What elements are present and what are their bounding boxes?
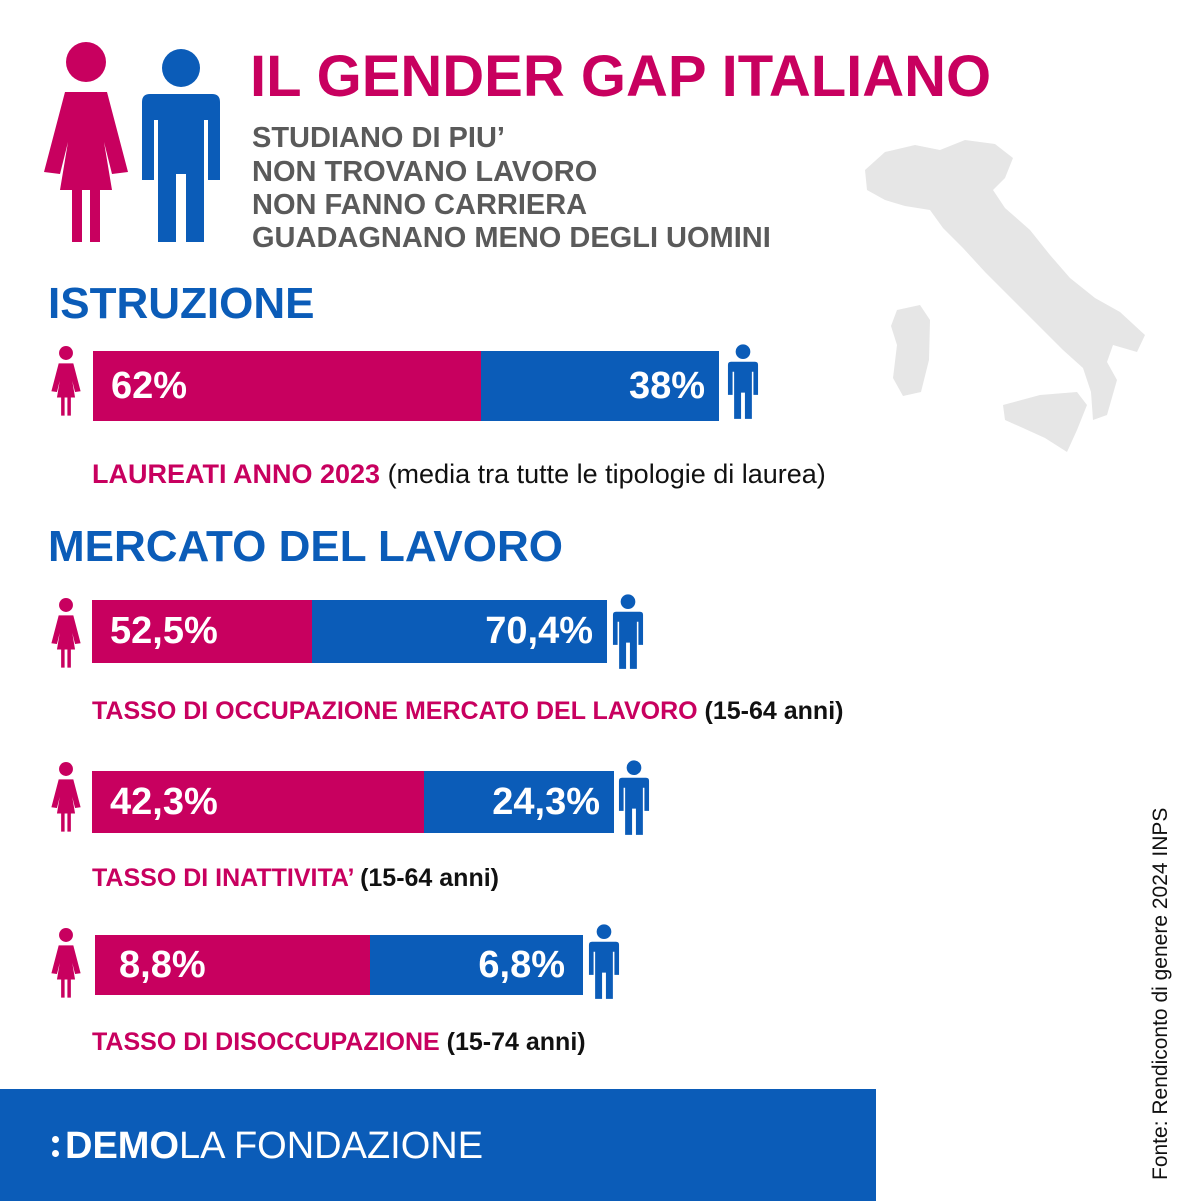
bar-women [92,771,424,833]
logo-demo: DEMO [65,1125,179,1167]
woman-icon [50,926,82,1000]
caption-highlight: LAUREATI ANNO 2023 [92,459,381,489]
woman-icon [50,596,82,670]
bar-track [92,771,614,833]
value-label-men: 24,3% [492,780,600,823]
source-note: Fonte: Rendiconto di genere 2024 INPS [1149,807,1172,1180]
man-icon [727,344,759,420]
chart-caption [92,461,826,488]
bar-women [92,600,312,663]
caption-highlight: TASSO DI DISOCCUPAZIONE [92,1028,440,1056]
value-label-men: 38% [628,364,705,407]
value-label-women: 62% [111,364,188,407]
subtitle-line-2: NON TROVANO LAVORO [252,156,598,188]
woman-icon [50,760,82,834]
subtitle-line-4: GUADAGNANO MENO DEGLI UOMINI [252,222,771,254]
value-label-women: 8,8% [119,943,206,986]
logo-fondazione: LA FONDAZIONE [179,1125,484,1167]
page-title: IL GENDER GAP ITALIANO [250,44,992,109]
value-label-women: 52,5% [110,610,218,652]
man-icon [140,48,222,245]
sardinia [891,305,930,396]
chart-caption [92,866,499,891]
bar-women [93,351,481,421]
subtitle-line-1: STUDIANO DI PIU’ [252,122,505,154]
section-title-mercato: MERCATO DEL LAVORO [48,522,563,571]
italy-map [845,130,1185,460]
subtitle-line-3: NON FANNO CARRIERA [252,189,588,221]
caption-highlight: TASSO DI OCCUPAZIONE MERCATO DEL LAVORO [92,697,698,725]
bar-men [481,351,719,421]
bar-men [370,935,583,995]
woman-icon [50,344,82,418]
demo-logo [52,1127,483,1165]
sicily [1003,392,1087,452]
caption-rest: (15-64 anni) [353,864,499,892]
value-label-men: 6,8% [478,943,565,986]
bar-track [93,351,719,421]
caption-rest: (media tra tutte le tipologie di laurea) [380,459,826,489]
man-icon [612,594,644,670]
caption-rest: (15-64 anni) [697,697,844,725]
logo-colon-icon [52,1136,59,1157]
footer-bar [0,1089,876,1201]
value-label-men: 70,4% [485,610,593,652]
value-label-women: 42,3% [110,780,218,823]
caption-highlight: TASSO DI INATTIVITA’ [92,864,354,892]
woman-icon [40,40,132,245]
bar-track [92,600,607,663]
man-icon [618,760,650,836]
man-icon [588,924,620,1000]
bar-women [95,935,370,995]
bar-men [424,771,614,833]
chart-caption [92,699,843,724]
caption-rest: (15-74 anni) [439,1028,586,1056]
bar-track [95,935,583,995]
chart-caption [92,1030,586,1055]
bar-men [312,600,607,663]
section-title-istruzione: ISTRUZIONE [48,279,315,328]
